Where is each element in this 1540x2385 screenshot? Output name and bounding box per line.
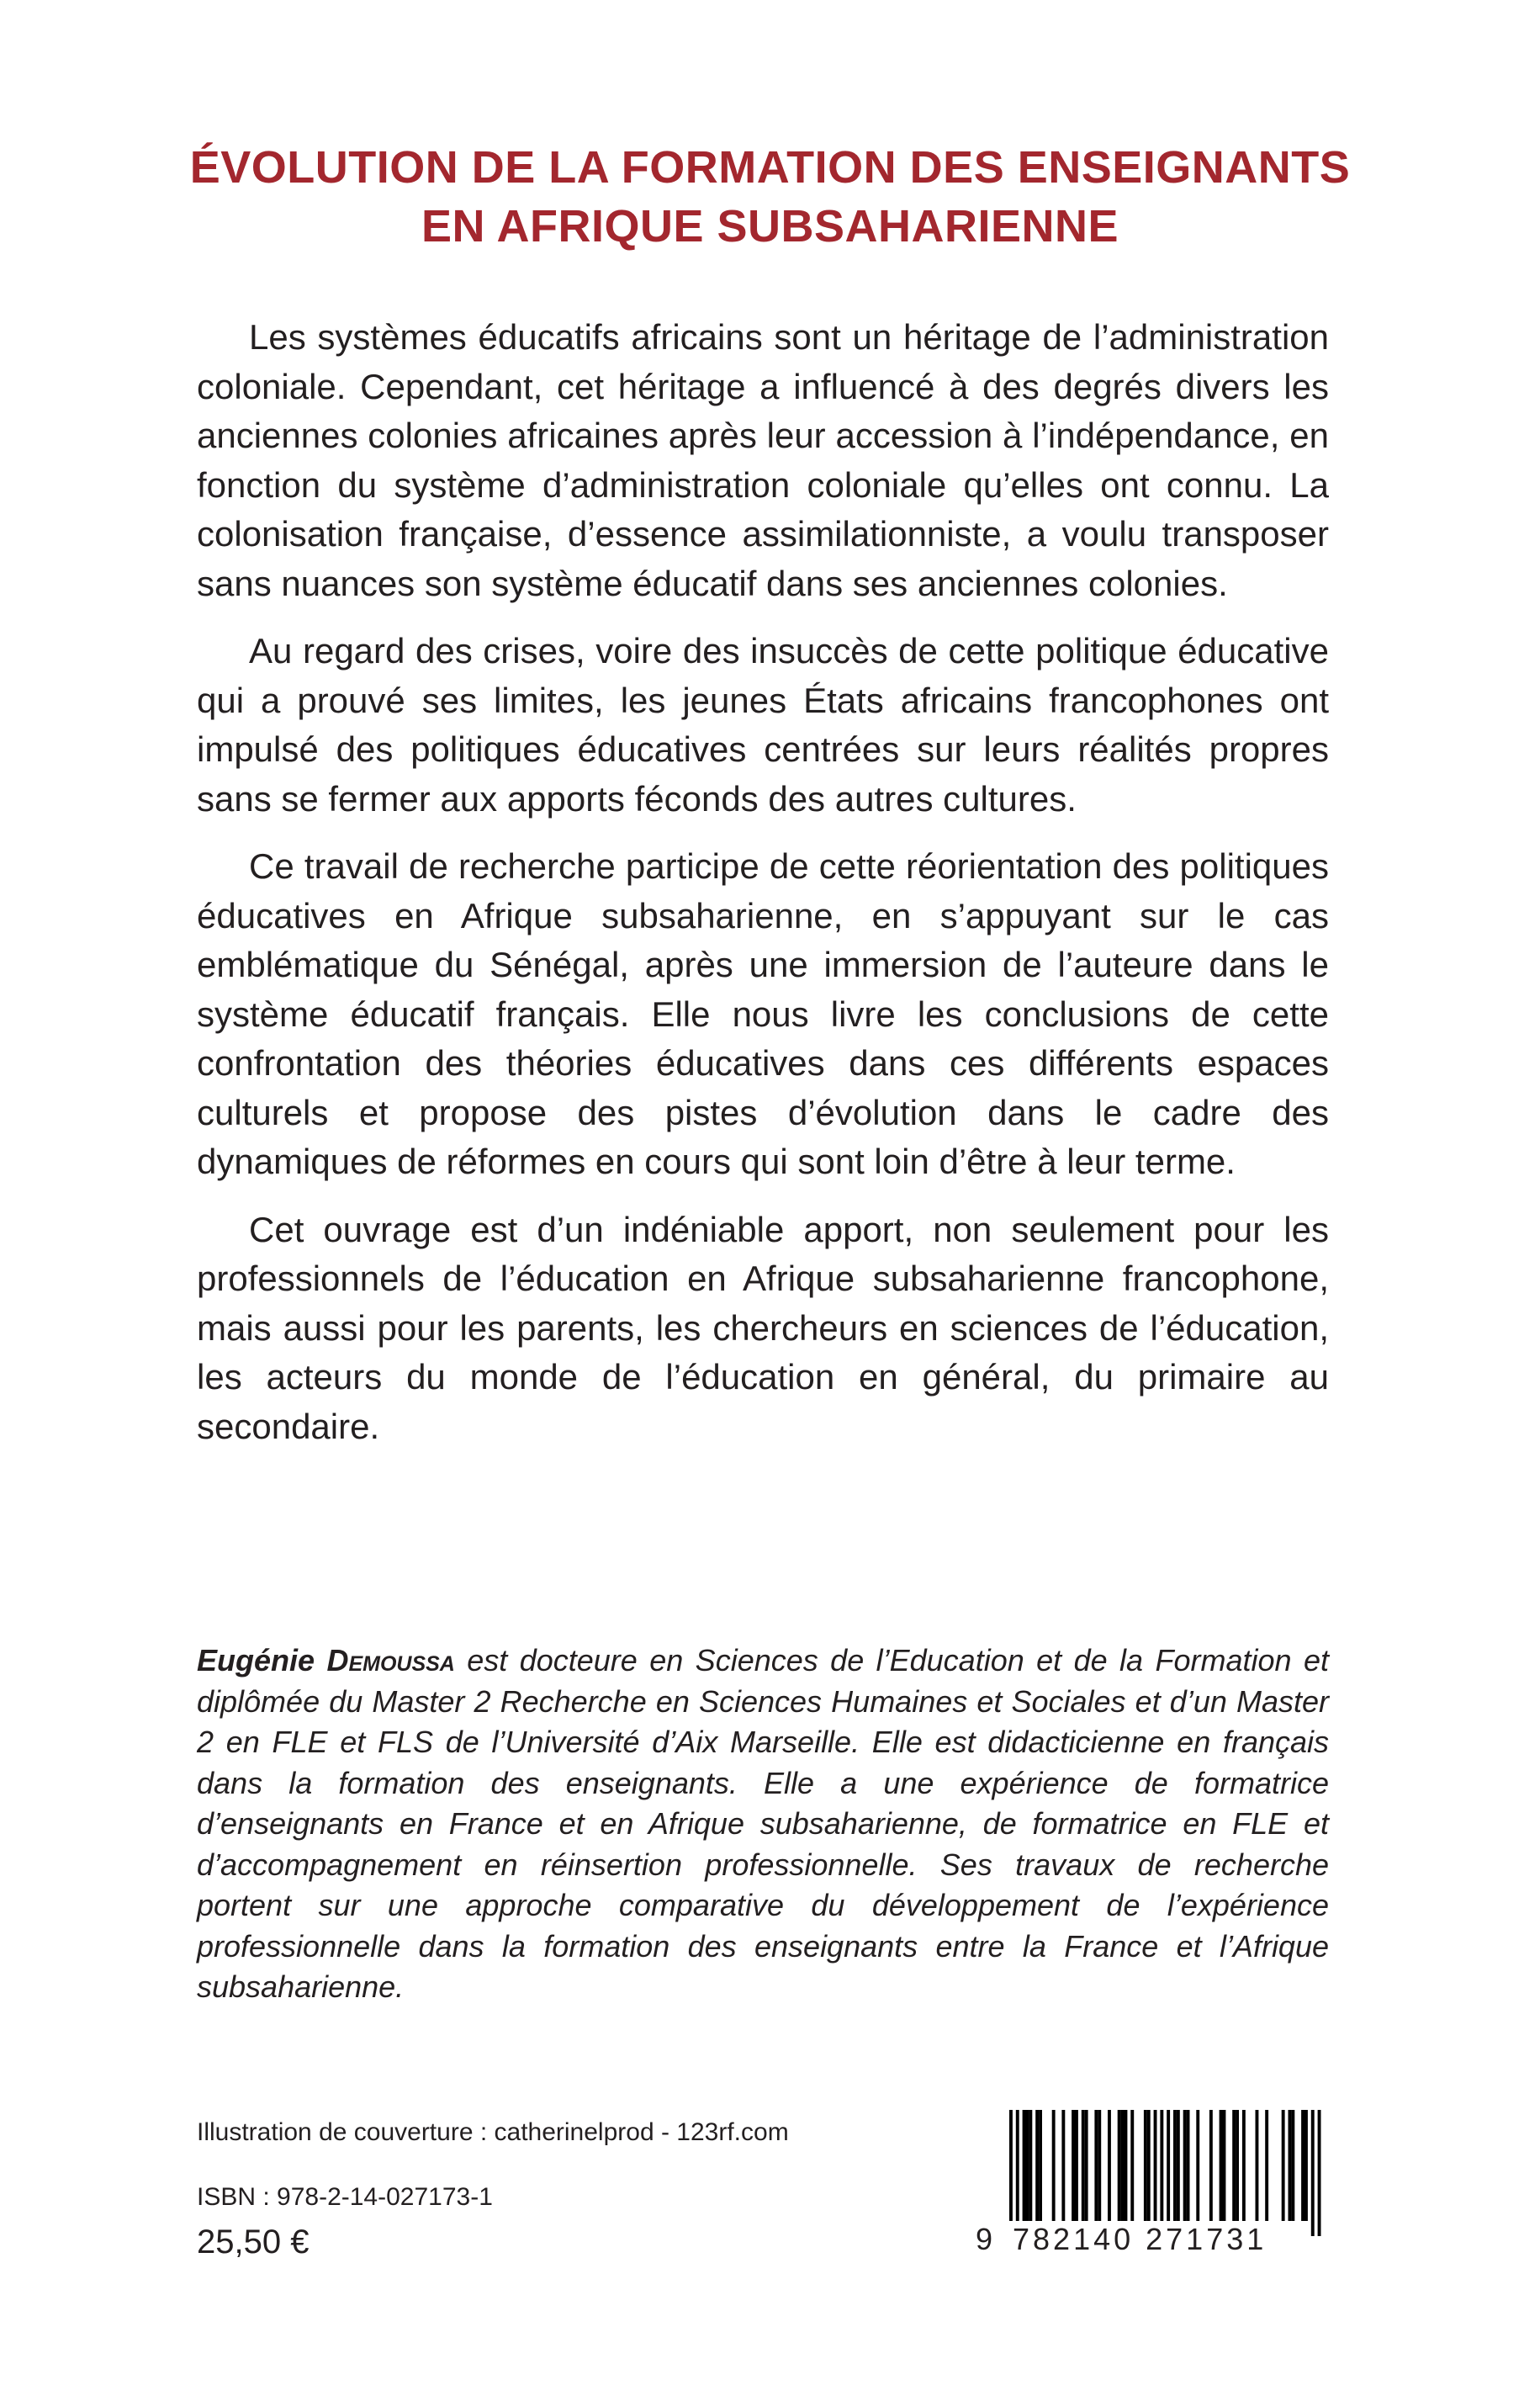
barcode-bar <box>1318 2110 1321 2236</box>
blurb <box>197 313 1329 1470</box>
barcode-bars <box>976 2110 1337 2236</box>
barcode-bar <box>1177 2110 1180 2221</box>
book-title-line-1: ÉVOLUTION DE LA FORMATION DES ENSEIGNANTS <box>189 142 1351 193</box>
barcode-bar <box>1029 2110 1032 2221</box>
barcode-bar <box>1075 2110 1078 2221</box>
barcode-bar <box>1220 2110 1223 2221</box>
barcode-bar <box>1154 2110 1157 2221</box>
barcode-bar <box>1173 2110 1177 2221</box>
barcode-bar <box>1061 2110 1065 2221</box>
barcode-bar <box>1035 2110 1039 2221</box>
barcode-bar <box>1121 2110 1125 2221</box>
barcode-bar <box>1144 2110 1147 2221</box>
author-last-name: Demoussa <box>326 1643 455 1677</box>
barcode-bar <box>1289 2110 1292 2221</box>
book-title <box>84 138 1456 256</box>
barcode-bar <box>1232 2110 1236 2221</box>
blurb-paragraph-2: Au regard des crises, voire des insuccès de cette politique éducative qui a prouvé ses limites, les jeunes États africains francophones ont impulsé des politiques éducatives centrées sur leurs réalités propres sans se fermer aux apports féconds des autres cultures. <box>197 631 1329 819</box>
blurb-paragraph-3: Ce travail de recherche participe de cette réorientation des politiques éducatives en Afrique subsaharienne, en s’appuyant sur le cas emblématique du Sénégal, après une immersion de l’auteure dans le système éducatif français. Elle nous livre les conclusions de cette confrontation des théories éducatives dans ces différents espaces culturels et propose des pistes d’évolution dans le cadre des dynamiques de réformes en cours qui sont loin d’être à leur terme. <box>197 846 1329 1181</box>
barcode-bar <box>1098 2110 1101 2221</box>
cover-illustration-credit: Illustration de couverture : catherinelprod - 123rf.com <box>197 2118 789 2146</box>
barcode-bar <box>1291 2110 1294 2221</box>
barcode-bar <box>1301 2110 1305 2221</box>
barcode-bar <box>1196 2110 1199 2221</box>
barcode-bar <box>1094 2110 1098 2221</box>
barcode-bar <box>1039 2110 1042 2221</box>
author-bio-text: est docteure en Sciences de l’Education et de la Formation et diplômée du Master 2 Recherche en Sciences Humaines et Sociales et d’un Master 2 en FLE et FLS de l’Université d’Aix Marseille. Elle est didacticienne en français dans la formation des enseignants. Elle a une expérience de formatrice d’enseignants en France et en Afrique subsaharienne, de formatrice en FLE et d’accompagnement en réinsertion professionnelle. Ses travaux de recherche portent sur une approche comparative du développement de l’expérience professionnelle dans la formation des enseignants entre la France et l’Afrique subsaharienne. <box>197 1643 1329 2004</box>
barcode-bar <box>1183 2110 1187 2221</box>
barcode-bar <box>1282 2110 1285 2221</box>
barcode-first-digit: 9 <box>976 2222 997 2256</box>
price: 25,50 € <box>197 2223 310 2260</box>
barcode-bar <box>1167 2110 1170 2236</box>
barcode-bar <box>1130 2110 1134 2221</box>
barcode-digit-groups: 782140 271731 <box>1009 2221 1270 2258</box>
barcode-bar <box>1236 2110 1239 2221</box>
barcode-bar <box>1072 2110 1075 2221</box>
barcode-bar <box>1052 2110 1056 2221</box>
barcode-bar <box>1265 2110 1268 2221</box>
barcode-bar <box>1209 2110 1213 2221</box>
barcode-bar <box>1311 2110 1315 2236</box>
barcode-bar <box>1026 2110 1029 2221</box>
barcode-bar <box>1118 2110 1121 2221</box>
barcode-bar <box>1016 2110 1019 2236</box>
barcode-bar <box>1125 2110 1128 2221</box>
barcode-bar <box>1187 2110 1190 2221</box>
blurb-paragraph-4: Cet ouvrage est d’un indéniable apport, non seulement pour les professionnels de l’éducation en Afrique subsaharienne francophone, mais aussi pour les parents, les chercheurs en sciences de l’éducation, les acteurs du monde de l’éducation en général, du primaire au secondaire. <box>197 1209 1329 1446</box>
barcode-bar <box>1108 2110 1111 2221</box>
author-bio <box>197 1640 1329 2008</box>
barcode-bar <box>1160 2110 1163 2236</box>
blurb-paragraph-1: Les systèmes éducatifs africains sont un héritage de l’administration coloniale. Cependant, cet héritage a influencé à des degrés divers les anciennes colonies africaines après leur accession à l’indépendance, en fonction du système d’administration coloniale qu’elles ont connu. La colonisation française, d’essence assimilationniste, a voulu transposer sans nuances son système éducatif dans ses anciennes colonies. <box>197 317 1329 603</box>
barcode-bar <box>1256 2110 1259 2221</box>
isbn: ISBN : 978-2-14-027173-1 <box>197 2183 493 2211</box>
barcode-bar <box>1082 2110 1085 2221</box>
barcode-bar <box>1242 2110 1246 2221</box>
barcode-bar <box>1305 2110 1308 2221</box>
barcode-bar <box>1023 2110 1026 2221</box>
barcode-bar <box>1223 2110 1226 2221</box>
book-title-line-2: EN AFRIQUE SUBSAHARIENNE <box>421 201 1119 252</box>
barcode-bar <box>1085 2110 1088 2221</box>
barcode-bar <box>1147 2110 1151 2221</box>
barcode-bar <box>1009 2110 1013 2236</box>
author-first-name: Eugénie <box>197 1643 315 1677</box>
